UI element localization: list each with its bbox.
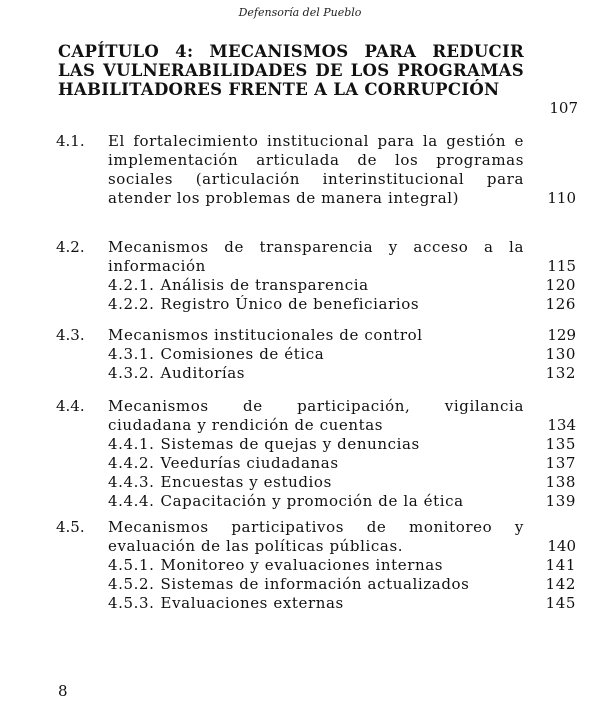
subsection-page-number: 130 bbox=[545, 345, 576, 363]
section-number: 4.2. bbox=[56, 238, 85, 256]
section-number: 4.5. bbox=[56, 518, 85, 536]
subsection-page-number: 141 bbox=[545, 556, 576, 574]
section-number: 4.3. bbox=[56, 326, 85, 344]
subsection-number: 4.4.4. bbox=[108, 492, 155, 510]
subsection-number: 4.4.2. bbox=[108, 454, 155, 472]
subsection-page-number: 137 bbox=[545, 454, 576, 472]
toc-section-4-5 bbox=[56, 518, 576, 613]
subsection-page-number: 126 bbox=[545, 295, 576, 313]
subsection-page-number: 139 bbox=[545, 492, 576, 510]
toc-section-4-1 bbox=[56, 132, 576, 208]
section-page-number: 129 bbox=[547, 326, 576, 344]
toc-subsection bbox=[108, 276, 576, 295]
subsection-title: Capacitación y promoción de la ética bbox=[160, 492, 464, 510]
chapter-page-number: 107 bbox=[549, 99, 578, 117]
running-header: Defensoría del Pueblo bbox=[238, 6, 362, 19]
section-title: El fortalecimiento institucional para la gestión e implementación articulada de los programas sociales (articulación interinstitucional para atender los problemas de manera integral) bbox=[108, 132, 524, 207]
subsection-title: Comisiones de ética bbox=[160, 345, 325, 363]
section-title: Mecanismos institucionales de control bbox=[108, 326, 423, 344]
toc-subsection bbox=[108, 594, 576, 613]
subsection-number: 4.3.1. bbox=[108, 345, 155, 363]
subsection-page-number: 142 bbox=[545, 575, 576, 593]
page-number: 8 bbox=[58, 682, 68, 700]
section-number: 4.1. bbox=[56, 132, 85, 150]
toc-section-4-4 bbox=[56, 397, 576, 511]
subsection-title: Análisis de transparencia bbox=[160, 276, 369, 294]
subsection-title: Sistemas de información actualizados bbox=[160, 575, 470, 593]
subsection-title: Evaluaciones externas bbox=[160, 594, 344, 612]
toc-subsection bbox=[108, 492, 576, 511]
toc-subsection bbox=[108, 364, 576, 383]
subsection-number: 4.2.1. bbox=[108, 276, 155, 294]
section-title: Mecanismos de participación, vigilancia ciudadana y rendición de cuentas bbox=[108, 397, 524, 434]
section-page-number: 115 bbox=[547, 257, 576, 275]
section-page-number: 134 bbox=[547, 416, 576, 434]
subsection-page-number: 132 bbox=[545, 364, 576, 382]
subsection-page-number: 135 bbox=[545, 435, 576, 453]
subsection-number: 4.4.1. bbox=[108, 435, 155, 453]
section-number: 4.4. bbox=[56, 397, 85, 415]
toc-subsection bbox=[108, 435, 576, 454]
subsection-number: 4.3.2. bbox=[108, 364, 155, 382]
toc-subsection bbox=[108, 556, 576, 575]
toc-subsection bbox=[108, 295, 576, 314]
section-page-number: 140 bbox=[547, 537, 576, 555]
subsection-title: Auditorías bbox=[160, 364, 246, 382]
subsection-title: Veedurías ciudadanas bbox=[160, 454, 339, 472]
toc-section-4-2 bbox=[56, 238, 576, 314]
toc-subsection bbox=[108, 473, 576, 492]
subsection-page-number: 145 bbox=[545, 594, 576, 612]
toc-subsection bbox=[108, 454, 576, 473]
subsection-page-number: 138 bbox=[545, 473, 576, 491]
subsection-number: 4.5.3. bbox=[108, 594, 155, 612]
section-title: Mecanismos de transparencia y acceso a la información bbox=[108, 238, 524, 275]
subsection-page-number: 120 bbox=[545, 276, 576, 294]
toc-subsection bbox=[108, 345, 576, 364]
toc-subsection bbox=[108, 575, 576, 594]
chapter-title: CAPÍTULO 4: MECANISMOS PARA REDUCIR LAS VULNERABILIDADES DE LOS PROGRAMAS HABILITADORES FRENTE A LA CORRUPCIÓN bbox=[58, 42, 524, 99]
section-page-number: 110 bbox=[547, 189, 576, 207]
toc-section-4-3 bbox=[56, 326, 576, 383]
subsection-number: 4.2.2. bbox=[108, 295, 155, 313]
subsection-number: 4.5.2. bbox=[108, 575, 155, 593]
subsection-title: Encuestas y estudios bbox=[160, 473, 332, 491]
section-title: Mecanismos participativos de monitoreo y evaluación de las políticas públicas. bbox=[108, 518, 524, 555]
subsection-number: 4.4.3. bbox=[108, 473, 155, 491]
subsection-number: 4.5.1. bbox=[108, 556, 155, 574]
subsection-title: Registro Único de beneficiarios bbox=[160, 295, 420, 313]
subsection-title: Sistemas de quejas y denuncias bbox=[160, 435, 420, 453]
subsection-title: Monitoreo y evaluaciones internas bbox=[160, 556, 444, 574]
